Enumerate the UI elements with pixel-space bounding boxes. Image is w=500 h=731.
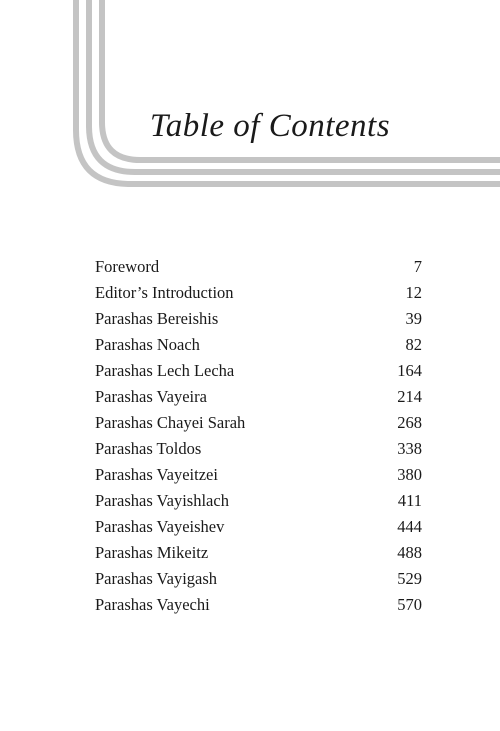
toc-entry-page: 444 <box>397 517 422 536</box>
toc-entry-page: 488 <box>397 543 422 562</box>
toc-entry-page: 39 <box>405 309 422 328</box>
decorative-frame-lines <box>0 0 500 200</box>
toc-entry-page: 529 <box>397 569 422 588</box>
toc-entry-page: 82 <box>405 335 422 354</box>
toc-entry-page: 7 <box>413 257 422 276</box>
toc-entry-title: Editor’s Introduction <box>95 283 234 302</box>
toc-entry <box>95 410 422 436</box>
toc-entry <box>95 488 422 514</box>
toc-entry <box>95 592 422 618</box>
toc-entry-page: 268 <box>397 413 422 432</box>
toc-entry-title: Parashas Lech Lecha <box>95 361 235 380</box>
toc-entry-title: Parashas Bereishis <box>95 309 219 328</box>
toc-entry-page: 338 <box>397 439 422 458</box>
toc-entry <box>95 384 422 410</box>
toc-entry-page: 12 <box>405 283 422 302</box>
toc-entry <box>95 332 422 358</box>
toc-entry-title: Parashas Vayeishev <box>95 517 225 536</box>
toc-entry-title: Parashas Noach <box>95 335 200 354</box>
toc-entry-title: Parashas Chayei Sarah <box>95 413 246 432</box>
toc-entry-page: 570 <box>397 595 422 614</box>
toc-entry-title: Parashas Vayigash <box>95 569 218 588</box>
toc-entry-title: Parashas Vayeira <box>95 387 207 406</box>
toc-entry-page: 164 <box>397 361 422 380</box>
page-title: Table of Contents <box>149 108 391 144</box>
toc-entry <box>95 436 422 462</box>
toc-entry-page: 380 <box>397 465 422 484</box>
toc-entry-title: Parashas Vayishlach <box>95 491 229 510</box>
toc-entry <box>95 306 422 332</box>
toc-entry <box>95 280 422 306</box>
toc-entry <box>95 514 422 540</box>
toc-entry-title: Foreword <box>95 257 160 276</box>
toc-entry-title: Parashas Vayechi <box>95 595 210 614</box>
toc-entry <box>95 462 422 488</box>
toc-entry-title: Parashas Toldos <box>95 439 202 458</box>
toc-entry <box>95 566 422 592</box>
toc-list <box>95 254 422 618</box>
toc-entry-page: 214 <box>397 387 422 406</box>
toc-entry <box>95 254 422 280</box>
toc-entry <box>95 358 422 384</box>
toc-entry-title: Parashas Vayeitzei <box>95 465 218 484</box>
toc-entry-page: 411 <box>397 491 422 510</box>
toc-entry <box>95 540 422 566</box>
toc-entry-title: Parashas Mikeitz <box>95 543 209 562</box>
